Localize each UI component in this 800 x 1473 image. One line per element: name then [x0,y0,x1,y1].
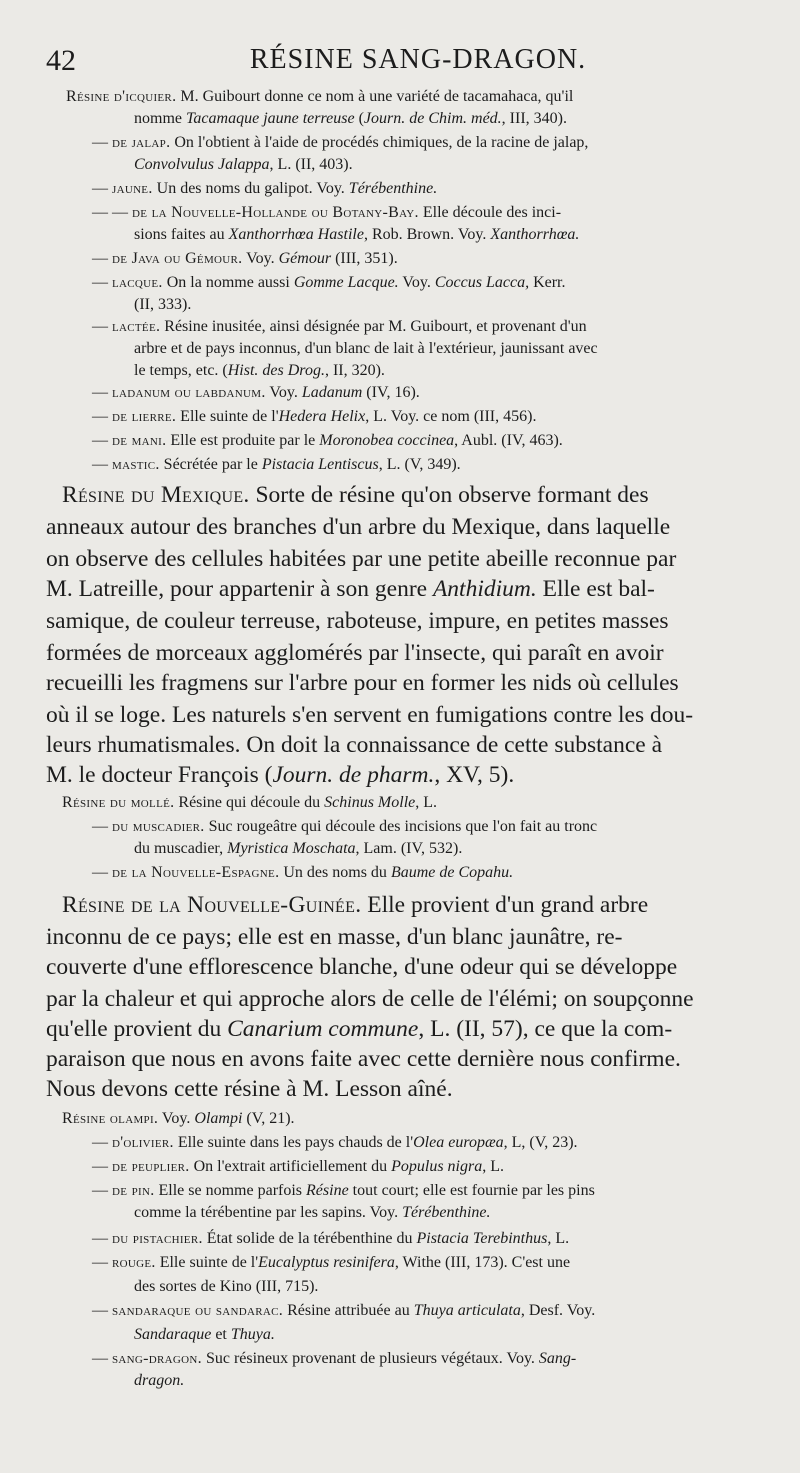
text-run: Elle suinte de l' [176,408,279,425]
text-line [46,954,677,981]
italic-term: Olea europæa [413,1134,504,1151]
text-line [92,1182,595,1200]
text-run: Elle se nomme parfois [154,1182,307,1199]
text-line [92,1254,570,1272]
text-line [92,432,563,450]
text-run: samique, de couleur terreuse, raboteuse, impure, en petites masses [46,608,669,634]
italic-term: Gomme Lacque. [293,274,399,291]
text-run: M. Guibourt donne ce nom à une variété de tacamahaca, qu'il [176,88,574,105]
entry-heading: Résine du mollé. [62,794,175,811]
page-header [46,40,790,84]
text-line [46,670,679,697]
text-run: — [92,1254,112,1271]
text-run: comme la térébentine par les sapins. Voy. [134,1204,403,1221]
entry-heading: de lierre. [112,408,177,425]
text-run: recueilli les fragmens sur l'arbre pour en former les nids où cellules [46,670,679,696]
text-run: , III, 340). [501,110,567,127]
text-line [46,924,623,951]
text-run: M. le docteur François ( [46,762,273,788]
text-run: Elle est bal- [536,576,655,602]
entry-heading: de Java ou Gémour. [112,250,243,267]
text-run: Sécrétée par le [159,456,262,473]
text-line [92,1134,578,1152]
italic-term: Myristica Moschata [227,840,356,857]
text-run: où il se loge. Les naturels s'en servent en fumigations contre les dou- [46,702,694,728]
italic-term: Gémour [278,250,332,267]
text-run: , L. (II, 403). [269,156,353,173]
italic-term: Coccus Lacca, [434,274,530,291]
text-run: (V, 21). [242,1110,295,1127]
text-run: Nous devons cette résine à M. Lesson aîné. [46,1076,453,1102]
entry-heading: jaune. [112,180,153,197]
text-run: arbre et de pays inconnus, d'un blanc de lait à l'extérieur, jaunissant avec [134,340,598,357]
italic-term: Xanthorrhœa. [490,226,580,243]
text-line [92,180,437,198]
text-run: — [92,180,112,197]
italic-term: Moronobea coccinea [319,432,455,449]
text-run: anneaux autour des branches d'un arbre du Mexique, dans laquelle [46,514,671,540]
text-run: du muscadier, [134,840,228,857]
entry-heading: du pistachier. [112,1230,203,1247]
text-run: — [92,318,112,335]
text-run: État solide de la térébenthine du [202,1230,417,1247]
text-run: — [92,250,112,267]
text-run: M. Latreille, pour appartenir à son genre [46,576,433,602]
text-line [46,702,693,729]
text-line [92,408,536,426]
text-run: — [92,1182,112,1199]
text-line [92,384,420,402]
text-run: couverte d'une efflorescence blanche, d'une odeur qui se développe [46,954,678,980]
text-line [62,892,648,919]
text-run: , L. Voy. ce nom (III, 456). [365,408,537,425]
text-line [46,576,655,603]
text-run: par la chaleur et qui approche alors de celle de l'élémi; on soupçonne [46,986,694,1012]
entry-heading: Résine du Mexique. [62,482,250,508]
text-run: — [92,1350,112,1367]
italic-term: Convolvulus Jalappa [134,156,270,173]
text-run: — [92,408,112,425]
italic-term: Xanthorrhœa Hastile [228,226,364,243]
text-run: — [92,1302,112,1319]
entry-heading: sandaraque ou sandarac. [112,1302,284,1319]
text-run: — [92,134,112,151]
entry-heading: sang-dragon. [112,1350,202,1367]
text-run: , Lam. (IV, 532). [355,840,463,857]
text-line [46,546,676,573]
text-run: Sorte de résine qu'on observe formant des [249,482,649,508]
text-run: (II, 333). [134,296,192,313]
text-line [92,1302,595,1320]
text-run: Elle découle des inci- [418,204,562,221]
text-run: Suc résineux provenant de plusieurs végétaux. Voy. [201,1350,539,1367]
running-title: RÉSINE SANG-DRAGON. [249,44,587,75]
text-line [46,732,662,759]
italic-term: Pistacia Terebinthus [416,1230,548,1247]
entry-heading: de la Nouvelle-Espagne. [112,864,280,881]
text-run: Voy. [242,250,279,267]
text-run: — [92,1158,112,1175]
text-run: Résine qui découle du [174,794,325,811]
text-line [46,1016,672,1043]
text-line [134,340,598,358]
entry-heading: d'olivier. [112,1134,174,1151]
text-line [92,134,588,152]
text-line [46,1046,681,1073]
italic-term: Populus nigra [391,1158,483,1175]
text-line [66,88,573,106]
text-run: Un des noms du galipot. Voy. [152,180,349,197]
text-run: , L. (V, 349). [378,456,461,473]
text-run: (III, 351). [331,250,398,267]
text-run: Voy. [158,1110,195,1127]
entry-heading: de pin. [112,1182,155,1199]
text-line [62,482,649,509]
text-run: inconnu de ce pays; elle est en masse, d'un blanc jaunâtre, re- [46,924,623,950]
italic-term: Hist. des Drog. [227,362,325,379]
italic-term: Résine [306,1182,349,1199]
text-run: paraison que nous en avons faite avec cette dernière nous confirme. [46,1046,681,1072]
text-run: formées de morceaux agglomérés par l'insecte, qui paraît en avoir [46,640,664,666]
text-run: Résine attribuée au [283,1302,414,1319]
text-run: des sortes de Kino (III, 715). [134,1278,319,1295]
italic-term: Thuya. [230,1326,275,1343]
text-run: — [92,1230,112,1247]
italic-term: Sang- [538,1350,577,1367]
text-run: , Aubl. (IV, 463). [454,432,563,449]
text-line [46,1076,453,1103]
text-run: (IV, 16). [362,384,420,401]
text-run: , L. (II, 57), ce que la com- [418,1016,673,1042]
italic-term: Tacamaque jaune terreuse [186,110,355,127]
text-run: , L. [415,794,438,811]
text-line [134,1326,275,1344]
entry-heading: lacque. [112,274,163,291]
text-line [92,818,597,836]
text-line [92,250,398,268]
italic-term: Thuya articulata [413,1302,521,1319]
text-run: — — [92,204,132,221]
text-line [46,986,694,1013]
italic-term: Térébenthine. [402,1204,491,1221]
text-line [92,204,561,222]
text-run: Elle provient d'un grand arbre [361,892,649,918]
entry-heading: Résine de la Nouvelle-Guinée. [62,892,362,918]
text-line [134,1278,318,1296]
italic-term: Journ. de pharm. [272,762,435,788]
text-line [62,794,437,812]
text-run: on observe des cellules habitées par une petite abeille reconnue par [46,546,677,572]
text-line [134,296,191,314]
text-run: — [92,864,112,881]
italic-term: Sandaraque [134,1326,212,1343]
text-run: , L, (V, 23). [503,1134,578,1151]
text-run: Elle suinte de l' [155,1254,259,1271]
entry-heading: de mani. [112,432,167,449]
entry-heading: rouge. [112,1254,156,1271]
text-run: Voy. [398,274,435,291]
text-run: On l'extrait artificiellement du [189,1158,392,1175]
text-line [92,1158,504,1176]
text-line [134,110,567,128]
italic-term: Baume de Copahu. [390,864,514,881]
entry-heading: de peuplier. [112,1158,190,1175]
italic-term: Térébenthine. [348,180,438,197]
text-line [92,274,566,292]
text-run: , II, 320). [324,362,385,379]
text-run: , L. [482,1158,504,1175]
text-run: — [92,818,112,835]
text-run: , L. [547,1230,570,1247]
text-line [92,1350,576,1368]
text-line [62,1110,295,1128]
text-run: tout court; elle est fournie par les pins [348,1182,595,1199]
text-run: sions faites au [134,226,229,243]
text-run: — [92,1134,112,1151]
text-line [134,1372,184,1390]
entry-heading: du muscadier. [112,818,205,835]
italic-term: Olampi [194,1110,243,1127]
italic-term: Canarium commune [227,1016,419,1042]
page-number: 42 [46,44,76,77]
text-line [46,608,669,635]
italic-term: Anthidium. [432,576,537,602]
entry-heading: Résine olampi. [62,1110,159,1127]
text-line [134,156,353,174]
italic-term: dragon. [134,1372,185,1389]
text-line [46,514,670,541]
text-run: qu'elle provient du [46,1016,228,1042]
text-run: On la nomme aussi [162,274,294,291]
text-run: Elle suinte dans les pays chauds de l' [173,1134,414,1151]
text-line [92,456,461,474]
text-run: Suc rougeâtre qui découle des incisions que l'on fait au tronc [204,818,598,835]
text-run: On l'obtient à l'aide de procédés chimiques, de la racine de jalap, [170,134,589,151]
text-line [46,640,664,667]
text-run: Résine inusitée, ainsi désignée par M. Guibourt, et provenant d'un [160,318,587,335]
text-run: — [92,432,112,449]
text-run: le temps, etc. ( [134,362,228,379]
text-line [92,864,513,882]
entry-heading: de la Nouvelle-Hollande ou Botany-Bay. [132,204,419,221]
text-line [134,226,579,244]
italic-term: Journ. de Chim. méd. [363,110,502,127]
text-line [134,362,385,380]
italic-term: Hedera Helix [278,408,366,425]
text-line [92,318,587,336]
italic-term: Eucalyptus resinifera [258,1254,395,1271]
text-run: , XV, 5). [434,762,515,788]
text-run: Elle est produite par le [166,432,320,449]
text-line [134,1204,491,1222]
text-run: , Desf. Voy. [520,1302,596,1319]
text-run: — [92,274,112,291]
italic-term: Pistacia Lentiscus [261,456,379,473]
text-run: ( [354,110,364,127]
text-run: Un des noms du [279,864,391,881]
italic-term: Schinus Molle [324,794,416,811]
text-run: — [92,384,112,401]
text-run: et [211,1326,231,1343]
text-run: Kerr. [529,274,566,291]
entry-heading: ladanum ou labdanum. [112,384,266,401]
italic-term: Ladanum [301,384,363,401]
text-line [46,762,514,789]
entry-heading: Résine d'icquier. [66,88,177,105]
text-run: — [92,456,112,473]
entry-heading: mastic. [112,456,160,473]
text-line [92,1230,569,1248]
entry-heading: de jalap. [112,134,171,151]
text-run: Voy. [265,384,302,401]
text-run: leurs rhumatismales. On doit la connaissance de cette substance à [46,732,663,758]
text-run: nomme [134,110,186,127]
text-line [134,840,462,858]
entry-heading: lactée. [112,318,161,335]
text-run: , Withe (III, 173). C'est une [394,1254,571,1271]
text-run: , Rob. Brown. Voy. [363,226,491,243]
